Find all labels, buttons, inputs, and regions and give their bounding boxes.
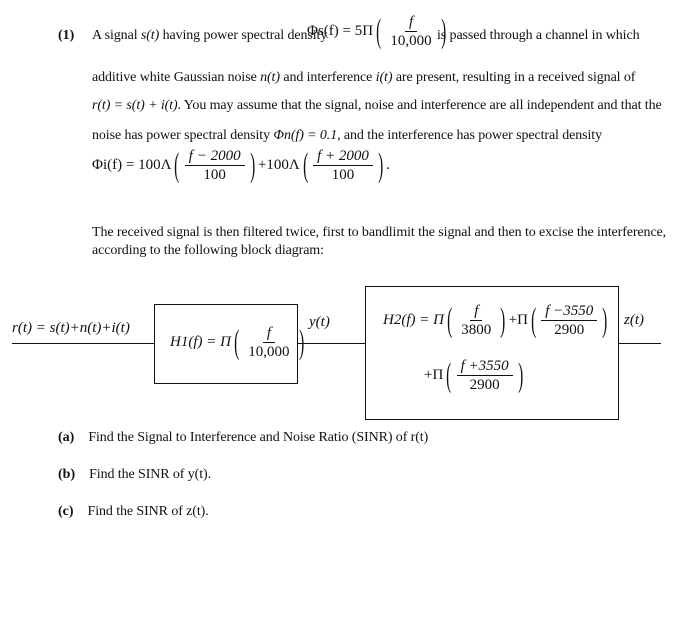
phi-i-denominator-2: 100 <box>331 167 355 183</box>
phi-s-fraction <box>386 14 435 49</box>
line1-text-c: is passed through a channel in which <box>437 28 640 43</box>
phi-n-expression: Φn(f) = 0.1 <box>273 128 338 143</box>
phi-i-period: . <box>386 157 390 173</box>
h2-numerator-2: ( f −3550 <box>541 303 597 321</box>
input-wire <box>12 343 154 344</box>
received-signal-eq: r(t) = s(t) + i(t) <box>92 98 178 113</box>
problem-line-4 <box>92 128 602 144</box>
phi-i-expression <box>92 148 390 183</box>
h2-plus-2: +Π <box>424 367 444 383</box>
h2-fraction-1 <box>457 303 495 338</box>
output-wire <box>619 343 661 344</box>
para2-line-1: The received signal is then filtered twice, first to bandlimit the signal and then to excise the interference, <box>92 225 667 240</box>
h1-denominator: 10,000 <box>248 344 290 360</box>
problem-line-1 <box>92 28 327 44</box>
h2-expression-line-2 <box>424 358 526 393</box>
question-c-label: (c) <box>58 504 74 519</box>
phi-i-paren-2 <box>300 148 386 183</box>
h2-numerator-1: ( f <box>470 303 482 321</box>
phi-s-numerator: ( f <box>405 14 417 32</box>
line4-text-a: noise has power spectral density <box>92 128 270 143</box>
input-signal-label: r(t) = s(t)+n(t)+i(t) <box>12 320 130 336</box>
h2-paren-3 <box>443 358 526 393</box>
phi-i-lhs: Φi(f) = 100Λ <box>92 157 172 173</box>
h1-expression <box>170 325 307 360</box>
problem-line-2 <box>92 70 635 86</box>
para2-line-2: according to the following block diagram: <box>92 243 324 258</box>
h2-denominator-1: 3800 <box>461 322 492 338</box>
h2-denominator-2: 2900 <box>554 322 585 338</box>
middle-wire <box>298 343 365 344</box>
question-a-label: (a) <box>58 430 75 445</box>
h2-paren-1 <box>444 303 509 338</box>
h1-paren <box>231 325 307 360</box>
h2-fraction-2 <box>541 303 597 338</box>
line4-text-b: , and the interference has power spectral density <box>337 128 602 143</box>
h1-fraction <box>244 325 293 360</box>
line1-text-a: A signal <box>92 28 138 43</box>
phi-i-numerator-1: ( f − 2000 <box>185 148 245 166</box>
line1-text-b: having power spectral density <box>162 28 328 43</box>
question-c <box>58 502 209 520</box>
line2-text-b: and interference <box>283 70 373 85</box>
signal-s-t: s(t) <box>140 28 160 43</box>
y-signal-label: y(t) <box>309 314 330 330</box>
h2-plus-1: +Π <box>508 312 528 328</box>
h2-numerator-3: ( f +3550 <box>457 358 513 376</box>
phi-s-lhs: Φs(f) = 5Π <box>307 23 374 39</box>
phi-s-expression <box>307 14 449 49</box>
h1-numerator: ( f <box>263 325 275 343</box>
h1-lhs: H1(f) = Π <box>170 334 231 350</box>
phi-i-fraction-2 <box>313 148 373 183</box>
phi-i-numerator-2: ( f + 2000 <box>313 148 373 166</box>
phi-i-mid: +100Λ <box>257 157 300 173</box>
line3-text-b: . You may assume that the signal, noise and interference are all independent and that the <box>177 98 662 113</box>
phi-i-denominator-1: 100 <box>203 167 226 183</box>
h2-expression-line-1 <box>383 303 611 338</box>
z-signal-label: z(t) <box>624 312 644 328</box>
noise-n-t: n(t) <box>260 70 280 85</box>
phi-i-paren-1 <box>171 148 257 183</box>
question-b-text: Find the SINR of y(t). <box>89 467 211 482</box>
h2-lhs: H2(f) = Π <box>383 312 444 328</box>
question-c-text: Find the SINR of z(t). <box>87 504 209 519</box>
h2-denominator-3: 2900 <box>469 377 500 393</box>
phi-s-denominator: 10,000 <box>390 33 432 49</box>
phi-i-fraction-1 <box>185 148 245 183</box>
problem-number: (1) <box>58 28 75 43</box>
h2-fraction-3 <box>457 358 513 393</box>
question-b <box>58 465 211 483</box>
interference-i-t: i(t) <box>375 70 393 85</box>
line2-text-a: additive white Gaussian noise <box>92 70 257 85</box>
question-b-label: (b) <box>58 467 76 482</box>
h2-paren-2 <box>528 303 611 338</box>
question-a-text: Find the Signal to Interference and Noise Ratio (SINR) of r(t) <box>88 430 429 445</box>
question-a <box>58 428 428 446</box>
line2-text-c: are present, resulting in a received signal of <box>395 70 636 85</box>
problem-line-3 <box>92 98 662 114</box>
